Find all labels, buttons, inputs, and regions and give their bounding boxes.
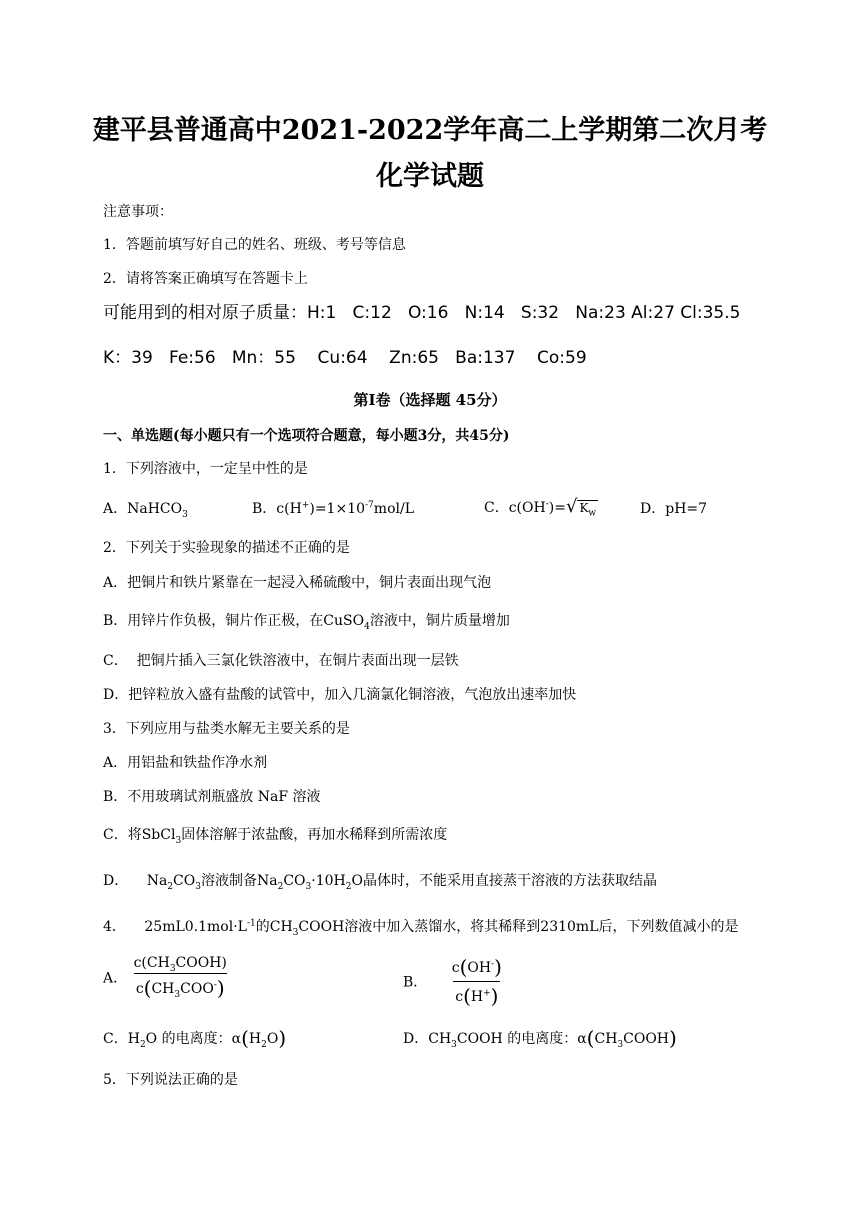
question-stem: 1．下列溶液中，一定呈中性的是 — [103, 461, 308, 477]
q2-option-a: A．把铜片和铁片紧靠在一起浸入稀硫酸中，铜片表面出现气泡 — [103, 575, 492, 591]
option-text: )= — [548, 500, 566, 516]
q1-option-a: A．NaHCO$_3$ — [103, 501, 188, 520]
option-label: C． — [484, 500, 509, 516]
q2-option-d: D．把锌粒放入盛有盐酸的试管中，加入几滴氯化铜溶液，气泡放出速率加快 — [103, 687, 577, 703]
option-label: D． — [640, 501, 666, 517]
question-stem-4: 4． $25mL0.1mol\cdot L^{-1}$的$CH_3COOH$溶液中加入蒸馏水，将其稀释到2310mL后，下列数值减小的是 — [103, 918, 739, 938]
atomic-masses-line2: K：39 Fe:56 Mn：55 Cu:64 Zn:65 Ba:137 Co:59 — [103, 348, 587, 368]
question-number: 4． — [103, 919, 126, 935]
option-text: NaHCO — [127, 501, 183, 517]
option-text: 晶体时，不能采用直接蒸干溶液的方法获取结晶 — [362, 873, 657, 889]
option-text: Na — [146, 873, 168, 889]
question-text: 的 — [255, 919, 270, 935]
option-label: D． — [403, 1031, 429, 1047]
option-label: A． — [103, 970, 128, 987]
fraction: $\frac{c(OH^-)}{c(H^+)}$ — [451, 955, 502, 1008]
fraction: $\frac{c(CH_3COOH)}{c(CH_3COO^-)}$ — [133, 955, 227, 1000]
option-text: O 的电离度：α — [145, 1031, 242, 1047]
atomic-masses-line1: 可能用到的相对原子质量：H:1 C:12 O:16 N:14 S:32 Na:23 Al:27 Cl:35.5 — [103, 303, 741, 323]
option-text: SbCl — [141, 827, 176, 843]
notice-heading: 注意事项： — [103, 204, 173, 220]
q3-option-d: D． $Na_2CO_3$溶液制备$Na_2CO_3\cdot 10H_2O$晶体时，不能采用直接蒸干溶液的方法获取结晶 — [103, 873, 657, 892]
option-text: pH=7 — [665, 501, 708, 517]
question-text: 溶液中加入蒸馏水，将其稀释到2310mL后，下列数值减小的是 — [344, 919, 739, 935]
question-stem: 5．下列说法正确的是 — [103, 1072, 238, 1088]
option-text: 固体溶解于浓盐酸，再加水稀释到所需浓度 — [181, 827, 448, 843]
page-subtitle: 化学试题 — [376, 161, 484, 192]
fraction-denominator: c — [455, 989, 464, 1005]
option-text: )=1×10 — [309, 501, 366, 517]
option-text: c(OH — [508, 500, 546, 516]
option-text: COOH 的电离度：α — [456, 1031, 587, 1047]
option-text: C．将 — [103, 827, 142, 843]
option-label: B． — [252, 501, 277, 517]
page-title: 建平县普通高中2021-2022学年高二上学期第二次月考 — [92, 115, 768, 146]
option-text: K — [579, 501, 589, 515]
q1-option-d — [640, 498, 707, 518]
q4-option-b — [403, 955, 504, 1008]
option-text: c(H — [276, 501, 302, 517]
q4-option-a — [103, 955, 229, 1000]
question-text: CH — [269, 919, 293, 935]
option-label: D． — [103, 873, 129, 889]
question-stem: 3．下列应用与盐类水解无主要关系的是 — [103, 721, 350, 737]
option-label: A． — [103, 501, 128, 517]
fraction-denominator: c — [135, 981, 144, 997]
section-instruction: 一、单选题(每小题只有一个选项符合题意，每小题3分，共45分) — [103, 428, 510, 444]
fraction-numerator: c(CH — [133, 955, 170, 971]
q4-option-c: C．$H_2O$ 的电离度：$\alpha(H_2O)$ — [103, 1026, 287, 1050]
option-text: mol/L — [373, 501, 414, 517]
notice-item: 1．答题前填写好自己的姓名、班级、考号等信息 — [103, 237, 406, 253]
option-text: 溶液中，铜片质量增加 — [369, 613, 510, 629]
option-text: Na — [256, 873, 278, 889]
question-stem: 2．下列关于实验现象的描述不正确的是 — [103, 540, 350, 556]
notice-item: 2．请将答案正确填写在答题卡上 — [103, 271, 308, 287]
q4-option-d: D．$CH_3COOH$ 的电离度：$\alpha(CH_3COOH)$ — [403, 1026, 677, 1050]
option-text: 溶液制备 — [200, 873, 257, 889]
q1-option-b: B．$c(H^+)=1\times 10^{-7}mol/L$ — [252, 500, 414, 517]
fraction-numerator: c — [451, 960, 460, 976]
option-text: ·10H — [311, 873, 346, 889]
q2-option-c: C． 把铜片插入三氯化铁溶液中，在铜片表面出现一层铁 — [103, 653, 459, 669]
q1-option-c: C．c(OH-)=√ $K_w$ — [484, 496, 597, 519]
option-label: B． — [403, 974, 428, 991]
q3-option-a: A．用铝盐和铁盐作净水剂 — [103, 755, 268, 771]
q3-option-c: C．将SbCl$_3$固体溶解于浓盐酸，再加水稀释到所需浓度 — [103, 827, 448, 846]
option-text: B．用锌片作负极，铜片作正极，在 — [103, 613, 324, 629]
option-label: C． — [103, 1031, 128, 1047]
q3-option-b: B．不用玻璃试剂瓶盛放 NaF 溶液 — [103, 789, 321, 805]
section-title: 第Ⅰ卷（选择题 45分） — [353, 391, 507, 409]
q2-option-b: B．用锌片作负极，铜片作正极，在CuSO$_4$溶液中，铜片质量增加 — [103, 613, 510, 632]
option-text: CuSO — [323, 613, 365, 629]
question-text: 25mL0.1mol·L — [144, 919, 247, 935]
